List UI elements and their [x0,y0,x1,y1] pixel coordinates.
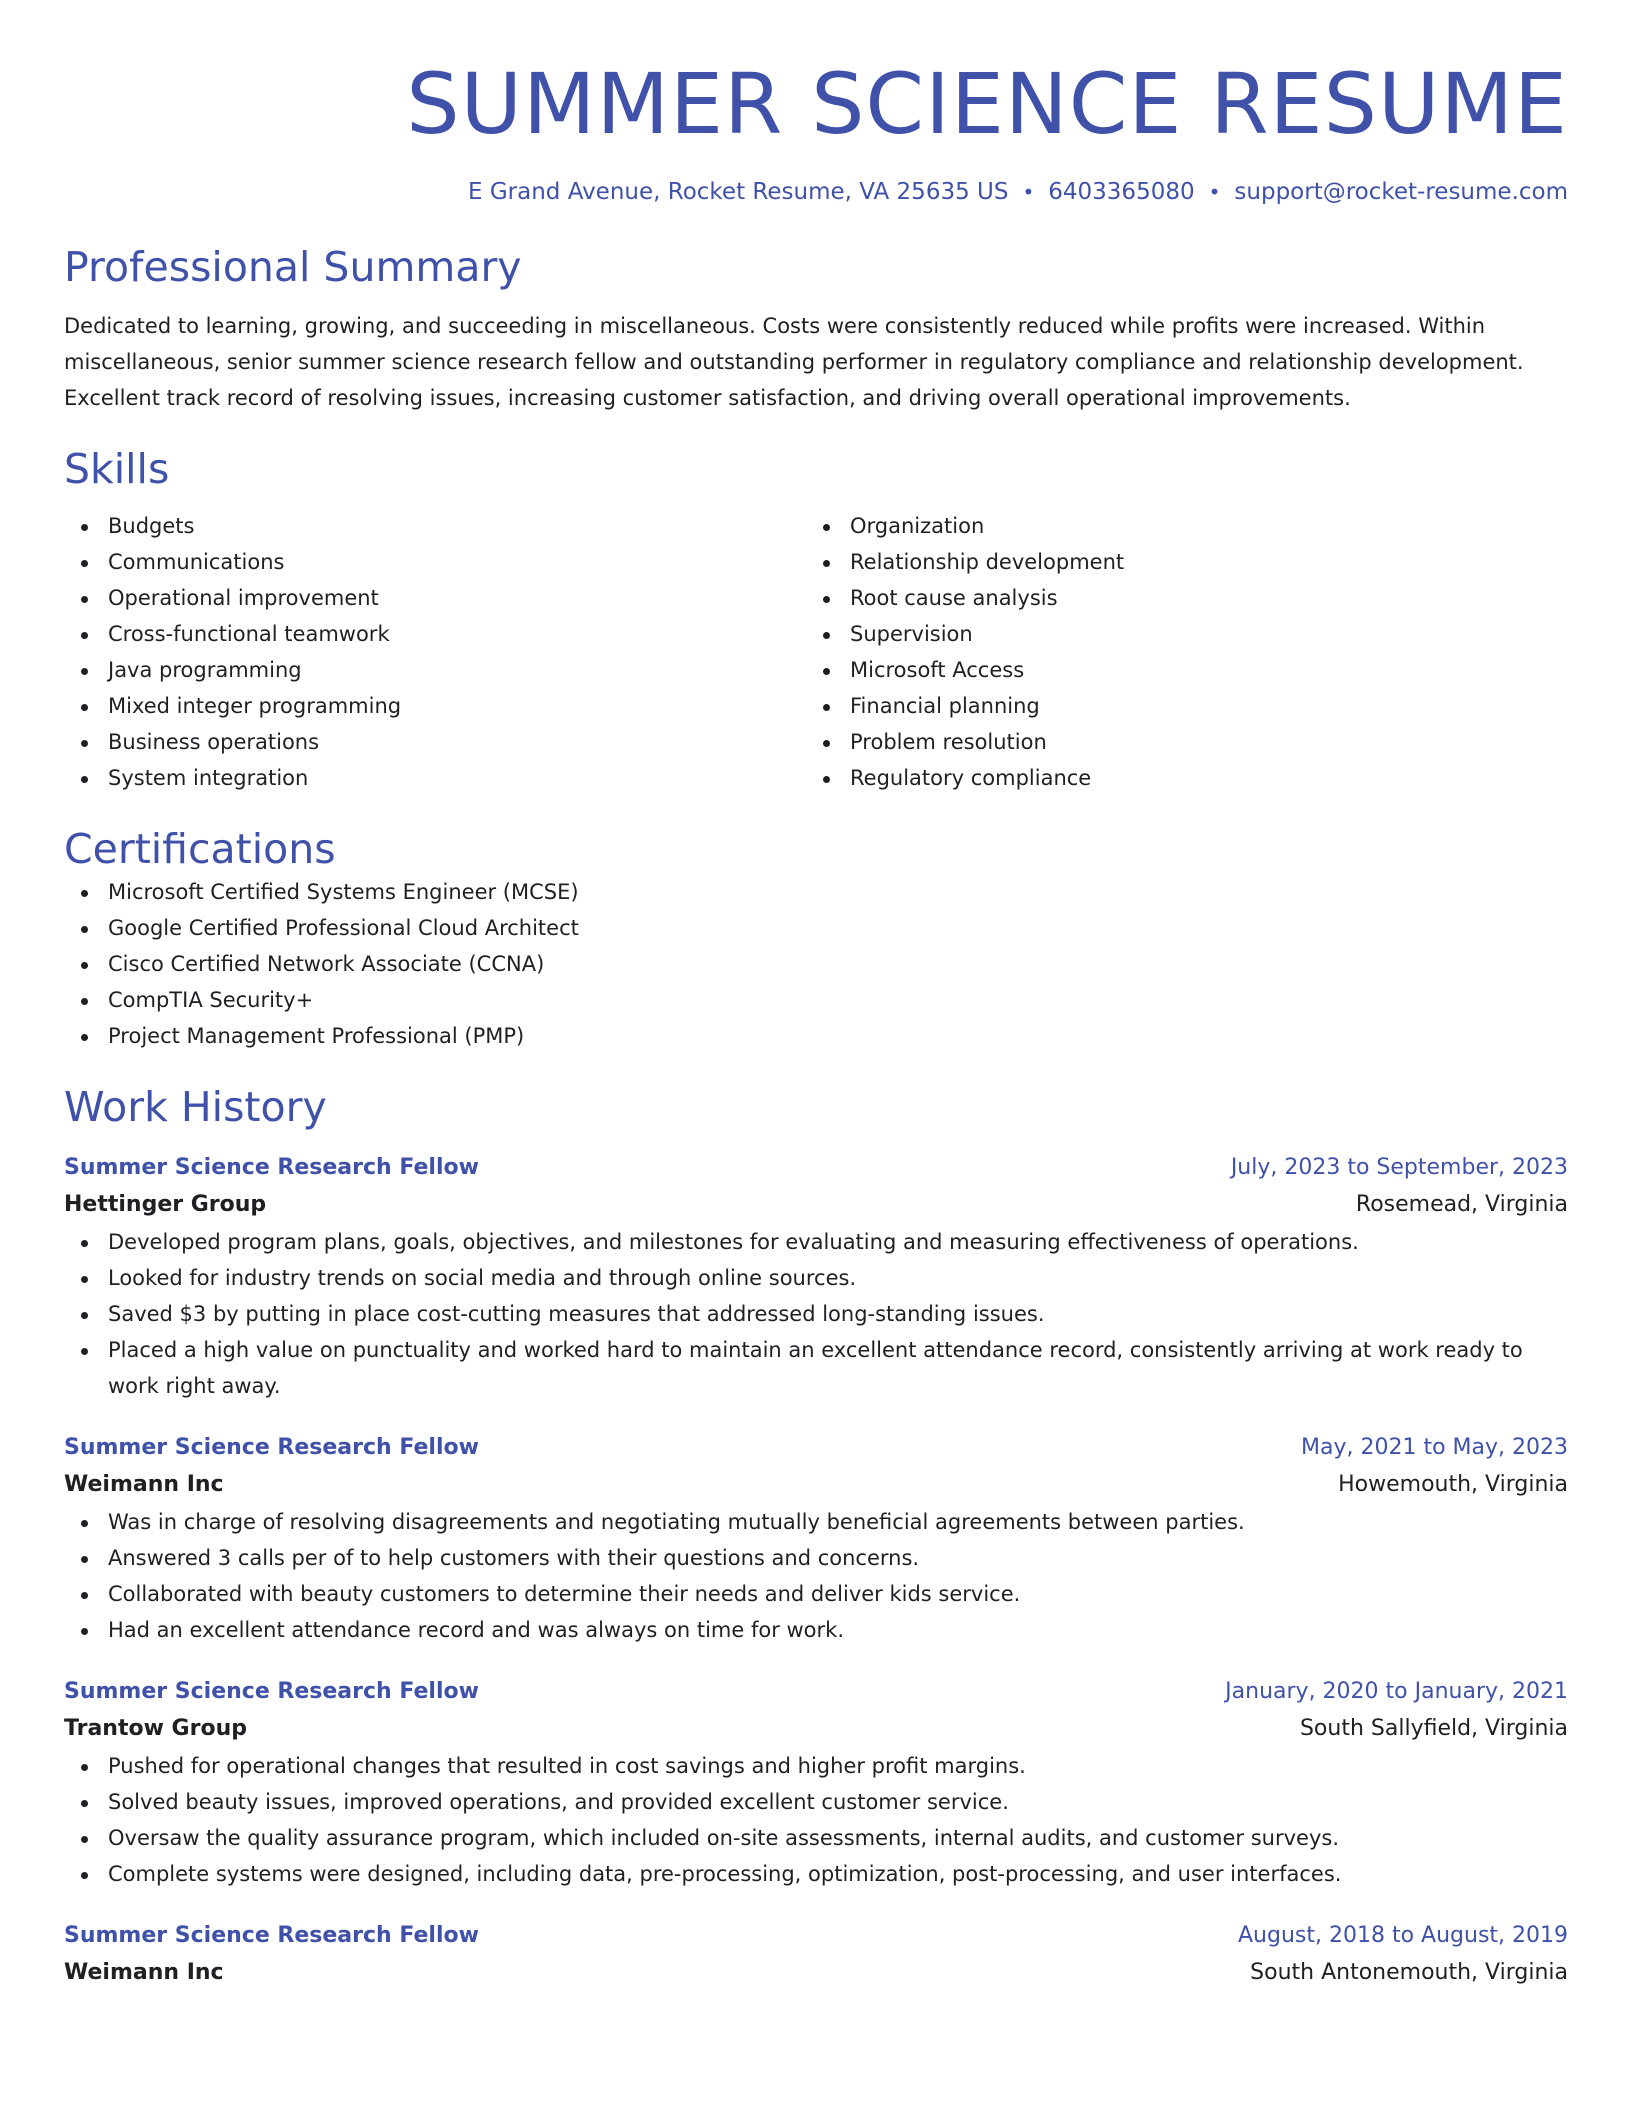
job-dates: January, 2020 to January, 2021 [1225,1679,1568,1704]
job-company: Weimann Inc [64,1472,224,1497]
certification-item: Project Management Professional (PMP) [64,1018,1568,1054]
job-role: Summer Science Research Fellow [64,1435,479,1460]
skills-heading: Skills [64,445,170,493]
job-bullet: Was in charge of resolving disagreements and negotiating mutually beneficial agreements between parties. [64,1504,1568,1540]
skills-grid [64,508,1568,796]
job-bullet: Looked for industry trends on social media and through online sources. [64,1260,1568,1296]
skill-item: Problem resolution [806,724,1566,760]
job-entry [64,1430,1568,1648]
job-company: Trantow Group [64,1716,247,1741]
skill-item: Organization [806,508,1566,544]
certification-item: Cisco Certified Network Associate (CCNA) [64,946,1568,982]
job-location: Howemouth, Virginia [1338,1472,1568,1497]
job-role: Summer Science Research Fellow [64,1923,479,1948]
skills-list-right [806,508,1566,796]
job-header-row [64,1918,1568,1954]
job-header-row [64,1150,1568,1186]
skill-item: Java programming [64,652,806,688]
job-company-row [64,1186,1568,1224]
skill-item: Cross-functional teamwork [64,616,806,652]
job-bullet: Pushed for operational changes that resulted in cost savings and higher profit margins. [64,1748,1568,1784]
job-dates: August, 2018 to August, 2019 [1238,1923,1568,1948]
job-role: Summer Science Research Fellow [64,1679,479,1704]
job-location: Rosemead, Virginia [1355,1192,1568,1217]
job-location: South Sallyfield, Virginia [1299,1716,1568,1741]
resume-name: SUMMER SCIENCE RESUME [406,55,1568,153]
skill-item: Communications [64,544,806,580]
job-dates: May, 2021 to May, 2023 [1301,1435,1568,1460]
job-bullet-list [64,1748,1568,1892]
contact-separator: • [1022,180,1035,204]
skills-list-left [64,508,806,796]
job-bullet: Had an excellent attendance record and was always on time for work. [64,1612,1568,1648]
job-bullet: Complete systems were designed, including data, pre-processing, optimization, post-processing, and user interfaces. [64,1856,1568,1892]
contact-separator: • [1208,180,1221,204]
job-location: South Antonemouth, Virginia [1250,1960,1568,1985]
job-bullet-list [64,1504,1568,1648]
skill-item: Financial planning [806,688,1566,724]
skill-item: Relationship development [806,544,1566,580]
contact-address: E Grand Avenue, Rocket Resume, VA 25635 US [467,179,1009,205]
job-header-row [64,1430,1568,1466]
job-company-row [64,1710,1568,1748]
summary-heading: Professional Summary [64,243,522,291]
skill-item: Operational improvement [64,580,806,616]
job-role: Summer Science Research Fellow [64,1155,479,1180]
work-history-heading: Work History [64,1083,327,1131]
certification-item: Microsoft Certified Systems Engineer (MCSE) [64,874,1568,910]
job-bullet: Placed a high value on punctuality and worked hard to maintain an excellent attendance record, consistently arriving at work ready to work right away. [64,1332,1568,1404]
certifications-list [64,874,1568,1054]
job-bullet: Collaborated with beauty customers to determine their needs and deliver kids service. [64,1576,1568,1612]
job-bullet-list [64,1224,1568,1404]
job-bullet: Developed program plans, goals, objectives, and milestones for evaluating and measuring effectiveness of operations. [64,1224,1568,1260]
job-bullet: Answered 3 calls per of to help customers with their questions and concerns. [64,1540,1568,1576]
certification-item: Google Certified Professional Cloud Architect [64,910,1568,946]
skill-item: Supervision [806,616,1566,652]
skill-item: Business operations [64,724,806,760]
summary-text: Dedicated to learning, growing, and succeeding in miscellaneous. Costs were consistently reduced while profits were increased. Within miscellaneous, senior summer science research fellow and outstanding performer in regulatory compliance and relationship development. Excellent track record of resolving issues, increasing customer satisfaction, and driving overall operational improvements. [64,314,1524,410]
contact-line [64,176,1568,208]
job-company-row [64,1466,1568,1504]
job-entry [64,1150,1568,1404]
contact-email: support@rocket-resume.com [1234,179,1568,205]
skill-item: Regulatory compliance [806,760,1566,796]
job-company: Weimann Inc [64,1960,224,1985]
job-bullet: Oversaw the quality assurance program, which included on-site assessments, internal audits, and customer surveys. [64,1820,1568,1856]
skill-item: Mixed integer programming [64,688,806,724]
contact-phone: 6403365080 [1048,179,1195,205]
skill-item: Microsoft Access [806,652,1566,688]
job-company: Hettinger Group [64,1192,267,1217]
skill-item: Budgets [64,508,806,544]
certification-item: CompTIA Security+ [64,982,1568,1018]
certifications-heading: Certifications [64,825,336,873]
job-entry [64,1674,1568,1892]
skill-item: System integration [64,760,806,796]
job-company-row [64,1954,1568,1992]
job-bullet: Saved $3 by putting in place cost-cutting measures that addressed long-standing issues. [64,1296,1568,1332]
job-entry [64,1918,1568,1992]
job-header-row [64,1674,1568,1710]
job-dates: July, 2023 to September, 2023 [1230,1155,1568,1180]
job-bullet: Solved beauty issues, improved operations, and provided excellent customer service. [64,1784,1568,1820]
skill-item: Root cause analysis [806,580,1566,616]
